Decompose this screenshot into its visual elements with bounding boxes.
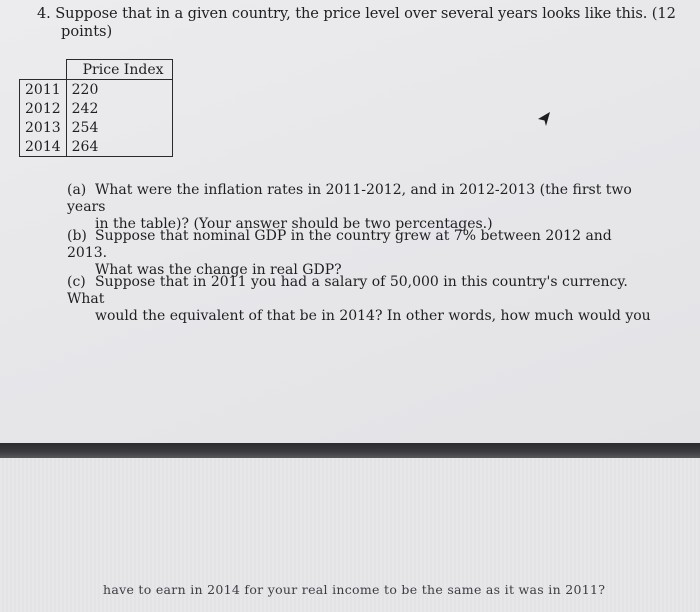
table-header-row [20,60,173,80]
question-heading-line-2: points) [61,23,113,40]
year-cell: 2011 [20,80,67,100]
part-a [67,182,652,233]
price-index-cell: 254 [66,118,172,137]
part-c-line-2: would the equivalent of that be in 2014? In other words, how much would you [95,308,651,324]
page-divider [0,443,700,458]
part-a-line-2: in the table)? (Your answer should be two percentages.) [95,216,493,232]
price-index-cell: 242 [66,99,172,118]
price-index-table [19,59,173,157]
part-c-marker: (c) [67,274,86,290]
part-b-line-1: Suppose that nominal GDP in the country grew at 7% between 2012 and 2013. [67,228,612,261]
year-cell: 2013 [20,118,67,137]
part-b-marker: (b) [67,228,87,244]
table-row [20,137,173,157]
question-heading [37,4,677,23]
continuation-text: have to earn in 2014 for your real income to be the same as it was in 2011? [103,582,606,597]
table-column-header: Price Index [66,60,172,80]
table-row [20,118,173,137]
year-cell: 2014 [20,137,67,157]
part-c [67,274,652,325]
table-corner-cell [20,60,67,80]
table-row [20,80,173,100]
part-b [67,228,652,279]
part-c-line-1: Suppose that in 2011 you had a salary of 50,000 in this country's currency. What [67,274,628,307]
mouse-pointer-icon [536,110,552,128]
year-cell: 2012 [20,99,67,118]
price-index-cell: 264 [66,137,172,157]
question-heading-line-1: 4. Suppose that in a given country, the price level over several years looks like this. (12 [37,5,676,22]
part-b-line-2: What was the change in real GDP? [95,262,342,278]
price-index-cell: 220 [66,80,172,100]
part-a-line-1: What were the inflation rates in 2011-2012, and in 2012-2013 (the first two years [67,182,632,215]
part-a-marker: (a) [67,182,87,198]
table-row [20,99,173,118]
